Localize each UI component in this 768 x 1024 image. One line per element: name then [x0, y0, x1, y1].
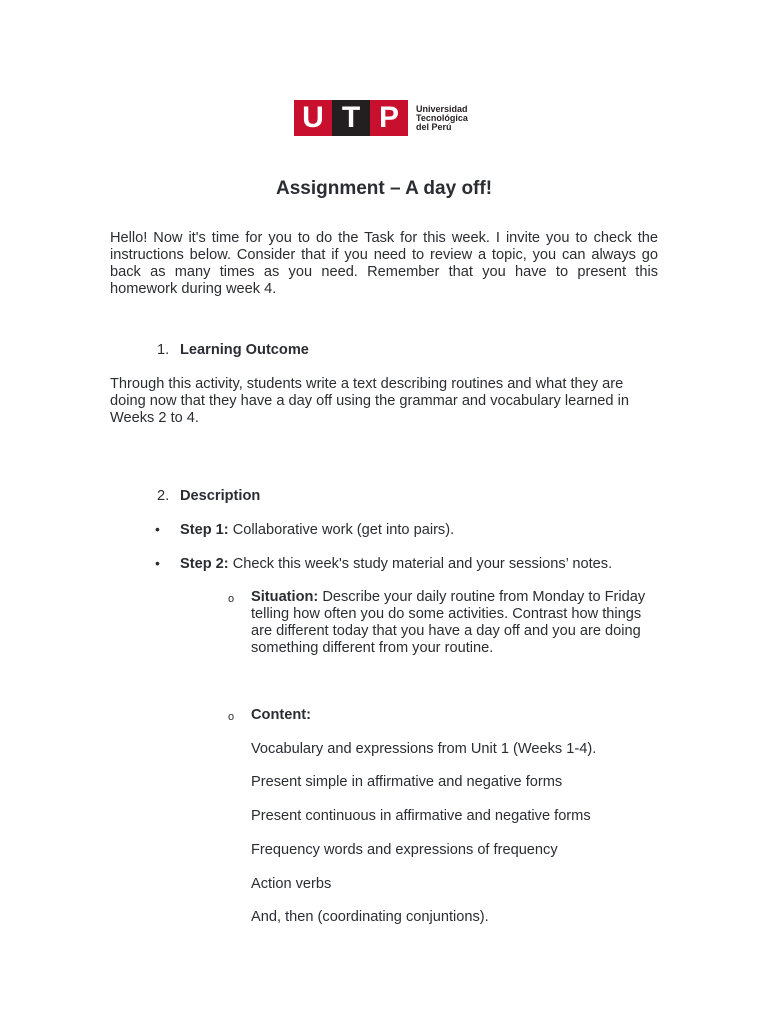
- content-line: And, then (coordinating conjuntions).: [251, 909, 489, 925]
- step-1-item: [155, 521, 454, 539]
- situation-text: Describe your daily routine from Monday to Friday telling how often you do some activities. Contrast how things are different today that you have a day off and you are doing something different from your routine.: [251, 589, 646, 656]
- content-line: Present simple in affirmative and negative forms: [251, 774, 563, 790]
- logo-name-line-3: del Perú: [416, 121, 452, 132]
- intro-paragraph: Hello! Now it's time for you to do the Task for this week. I invite you to check the instructions below. Consider that if you need to review a topic, you can always go back as many times as you need. Remember that you have to present this homework during week 4.: [110, 230, 658, 297]
- content-line: Vocabulary and expressions from Unit 1 (Weeks 1-4).: [251, 741, 597, 757]
- step-text: Check this week's study material and your sessions’ notes.: [228, 556, 613, 572]
- section-number: 2.: [157, 488, 170, 504]
- logo-university-name: [416, 105, 468, 132]
- content-item: [228, 707, 658, 724]
- step-label: Step 1:: [180, 522, 229, 538]
- step-2-item: [155, 555, 612, 573]
- circle-bullet-icon: o: [228, 711, 235, 723]
- section-label: Description: [180, 488, 261, 504]
- logo-letter-u: U: [294, 100, 332, 136]
- content-label: Content:: [251, 707, 311, 723]
- logo-name-line-2: Tecnológica: [416, 112, 468, 123]
- situation-item: [228, 589, 658, 657]
- content-line: Present continuous in affirmative and negative forms: [251, 808, 591, 824]
- situation-label: Situation:: [251, 589, 319, 605]
- bullet-icon: •: [155, 555, 160, 571]
- section-label: Learning Outcome: [180, 342, 309, 358]
- bullet-icon: •: [155, 521, 160, 537]
- step-label: Step 2:: [180, 556, 229, 572]
- circle-bullet-icon: o: [228, 593, 235, 605]
- step-text: Collaborative work (get into pairs).: [228, 522, 455, 538]
- logo-name-line-1: Universidad: [416, 103, 468, 114]
- section-heading-learning-outcome: [157, 342, 309, 359]
- content-line: Frequency words and expressions of frequency: [251, 842, 558, 858]
- section-heading-description: [157, 488, 260, 505]
- logo-letter-t: T: [332, 100, 370, 136]
- section-number: 1.: [157, 342, 170, 358]
- content-line: Action verbs: [251, 876, 332, 892]
- logo-letter-p: P: [370, 100, 408, 136]
- learning-outcome-paragraph: Through this activity, students write a text describing routines and what they are doing now that they have a day off using the grammar and vocabulary learned in Weeks 2 to 4.: [110, 376, 629, 426]
- utp-logo: [294, 100, 468, 136]
- page-title: Assignment – A day off!: [275, 178, 493, 199]
